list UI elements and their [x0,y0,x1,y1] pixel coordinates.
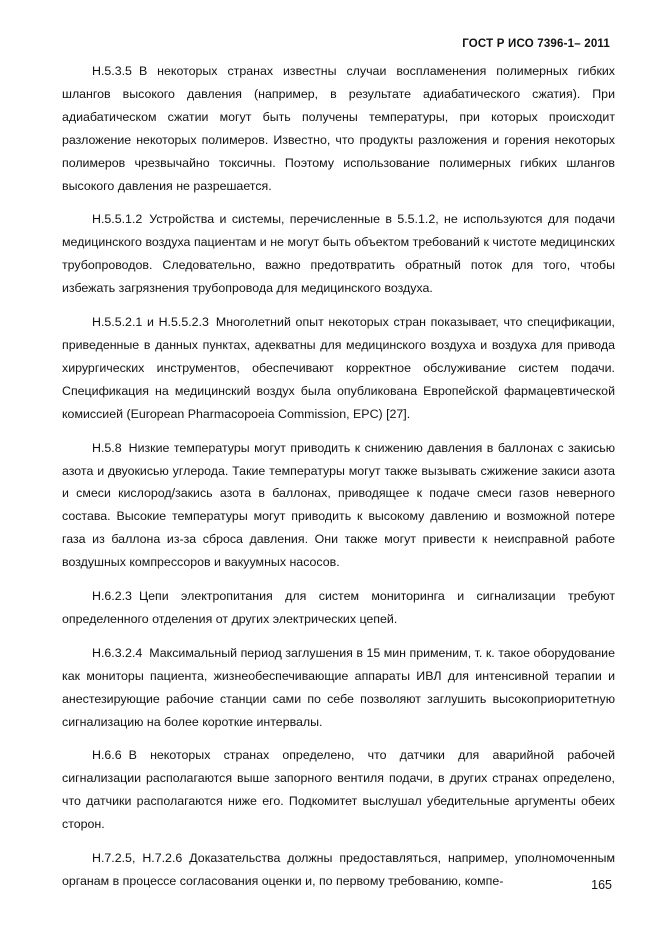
paragraph-text: Цепи электропитания для систем мониторинга и сигнализации требуют определенного отделения от других электрических цепей. [62,589,615,626]
paragraph-h5-5-1-2 [62,208,615,300]
paragraph-number: Н.7.2.5, Н.7.2.6 [92,851,183,866]
document-header: ГОСТ Р ИСО 7396-1– 2011 [462,38,610,50]
paragraph-h5-3-5 [62,60,615,197]
paragraph-number: Н.5.5.2.1 и Н.5.5.2.3 [92,315,209,330]
paragraph-text: В некоторых странах известны случаи воспламенения полимерных гибких шлангов высокого давления (например, в результате адиабатического сжатия). При адиабатическом сжатии могут быть получены температуры, при которых происходит разложение некоторых полимеров. Известно, что продукты разложения и горения некоторых полимеров чрезвычайно токсичны. Поэтому использование полимерных гибких шлангов высокого давления не разрешается. [62,64,615,193]
paragraph-number: Н.5.8 [92,440,122,455]
paragraph-number: Н.5.5.1.2 [92,212,143,227]
paragraph-text: Низкие температуры могут приводить к снижению давления в баллонах с закисью азота и двуокисью углерода. Такие температуры могут также вызывать сжижение закиси азота и смеси кислород/закись азота в баллонах, приводящее к подаче смеси газов неверного состава. Высокие температуры могут приводить к высокому давлению и возможной потере газа из баллона из-за сброса давления. Они также могут привести к неисправной работе воздушных компрессоров и вакуумных насосов. [62,440,615,570]
paragraph-h6-2-3 [62,585,615,631]
document-body [62,60,615,904]
paragraph-h6-3-2-4 [62,642,615,734]
paragraph-text: Максимальный период заглушения в 15 мин применим, т. к. такое оборудование как мониторы пациента, жизнеобеспечивающие аппараты ИВЛ для интенсивной терапии и анестезирующие рабочие станции сами по себе позволяют заглушить высокоприоритетную сигнализацию на более короткие интервалы. [62,645,615,729]
paragraph-text: Многолетний опыт некоторых стран показывает, что спецификации, приведенные в данных пунктах, адекватны для медицинского воздуха и воздуха для привода хирургических инструментов, обеспечивают корректное обслуживание систем подачи. Спецификация на медицинский воздух была опубликована Европейской фармацевтической комиссией (European Pharmacopoeia Commission, EPC) [27]. [62,315,615,421]
paragraph-number: Н.5.3.5 [92,64,132,78]
page-number: 165 [591,878,612,892]
paragraph-h5-5-2-1 [62,311,615,426]
paragraph-text: Устройства и системы, перечисленные в 5.5.1.2, не используются для подачи медицинского воздуха пациентам и не могут быть объектом требований к чистоте медицинских трубопроводов. Следовательно, важно предотвратить обратный поток для того, чтобы избежать загрязнения трубопровода для медицинского воздуха. [62,212,615,296]
paragraph-h5-8 [62,437,615,574]
paragraph-number: Н.6.3.2.4 [92,645,143,660]
paragraph-text: Доказательства должны предоставляться, например, уполномоченным органам в процессе согласования оценки и, по первому требованию, компе- [62,851,615,888]
paragraph-number: Н.6.6 [92,748,122,763]
paragraph-h6-6 [62,744,615,836]
paragraph-h7-2-5 [62,847,615,893]
paragraph-text: В некоторых странах определено, что датчики для аварийной рабочей сигнализации располагаются выше запорного вентиля подачи, в других странах определено, что датчики располагаются ниже его. Подкомитет выслушал убедительные аргументы обеих сторон. [62,748,615,832]
paragraph-number: Н.6.2.3 [92,589,132,604]
